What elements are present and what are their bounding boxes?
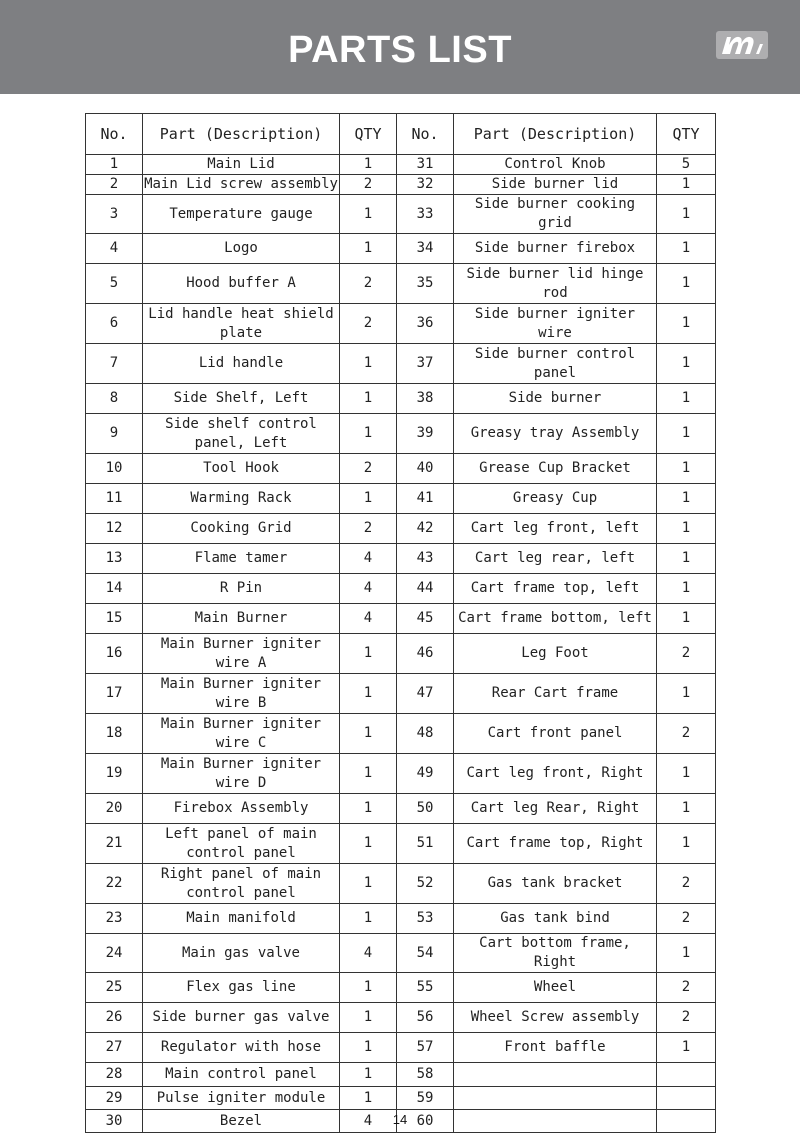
part-description-cell: Main gas valve <box>143 934 340 973</box>
part-qty-cell: 1 <box>340 384 397 414</box>
part-qty-cell: 1 <box>657 195 716 234</box>
part-qty-cell: 1 <box>340 794 397 824</box>
column-header-qty: QTY <box>340 114 397 155</box>
part-qty-cell: 1 <box>340 714 397 754</box>
table-row <box>86 674 716 714</box>
part-number-cell: 49 <box>397 754 454 794</box>
part-description-cell <box>454 1087 657 1110</box>
table-row <box>86 544 716 574</box>
table-row <box>86 794 716 824</box>
table-row <box>86 155 716 175</box>
part-number-cell: 54 <box>397 934 454 973</box>
part-number-cell: 41 <box>397 484 454 514</box>
part-qty-cell: 1 <box>340 414 397 454</box>
part-qty-cell: 4 <box>340 934 397 973</box>
part-qty-cell: 1 <box>657 674 716 714</box>
table-row <box>86 934 716 973</box>
table-row <box>86 514 716 544</box>
part-qty-cell: 2 <box>340 264 397 304</box>
part-description-cell: Leg Foot <box>454 634 657 674</box>
part-description-cell: Main Burner <box>143 604 340 634</box>
table-row <box>86 634 716 674</box>
part-number-cell: 20 <box>86 794 143 824</box>
part-qty-cell: 1 <box>657 484 716 514</box>
table-row <box>86 384 716 414</box>
table-row <box>86 175 716 195</box>
part-qty-cell: 1 <box>340 674 397 714</box>
part-description-cell: Main control panel <box>143 1063 340 1087</box>
part-qty-cell: 1 <box>657 304 716 344</box>
part-number-cell: 39 <box>397 414 454 454</box>
part-description-cell: Cart leg rear, left <box>454 544 657 574</box>
part-qty-cell: 2 <box>657 904 716 934</box>
table-row <box>86 1087 716 1110</box>
part-number-cell: 35 <box>397 264 454 304</box>
column-header-description: Part (Description) <box>454 114 657 155</box>
part-qty-cell: 1 <box>340 904 397 934</box>
part-description-cell: Left panel of main control panel <box>143 824 340 864</box>
part-description-cell: Wheel <box>454 973 657 1003</box>
part-number-cell: 29 <box>86 1087 143 1110</box>
table-row <box>86 344 716 384</box>
part-qty-cell: 1 <box>340 634 397 674</box>
part-description-cell: Gas tank bracket <box>454 864 657 904</box>
part-description-cell: Flex gas line <box>143 973 340 1003</box>
page-number: 14 <box>392 1112 408 1127</box>
part-number-cell: 7 <box>86 344 143 384</box>
table-row <box>86 714 716 754</box>
column-header-no: No. <box>397 114 454 155</box>
part-number-cell: 28 <box>86 1063 143 1087</box>
parts-table <box>85 113 716 1133</box>
part-description-cell: Temperature gauge <box>143 195 340 234</box>
part-description-cell: Main Burner igniter wire C <box>143 714 340 754</box>
part-description-cell: Main Burner igniter wire A <box>143 634 340 674</box>
table-row <box>86 195 716 234</box>
part-description-cell: Side burner gas valve <box>143 1003 340 1033</box>
table-row <box>86 484 716 514</box>
table-row <box>86 604 716 634</box>
part-description-cell: Cooking Grid <box>143 514 340 544</box>
part-qty-cell: 1 <box>657 264 716 304</box>
part-number-cell: 10 <box>86 454 143 484</box>
part-number-cell: 27 <box>86 1033 143 1063</box>
part-number-cell: 58 <box>397 1063 454 1087</box>
part-number-cell: 1 <box>86 155 143 175</box>
part-number-cell: 23 <box>86 904 143 934</box>
part-description-cell: Gas tank bind <box>454 904 657 934</box>
part-qty-cell: 2 <box>340 304 397 344</box>
part-number-cell: 59 <box>397 1087 454 1110</box>
part-description-cell: Pulse igniter module <box>143 1087 340 1110</box>
part-qty-cell: 1 <box>657 175 716 195</box>
part-qty-cell: 1 <box>340 234 397 264</box>
part-description-cell: Cart front panel <box>454 714 657 754</box>
part-description-cell: Side burner lid hinge rod <box>454 264 657 304</box>
part-number-cell: 2 <box>86 175 143 195</box>
part-qty-cell: 1 <box>657 794 716 824</box>
part-description-cell: Side shelf control panel, Left <box>143 414 340 454</box>
part-number-cell: 53 <box>397 904 454 934</box>
part-number-cell: 21 <box>86 824 143 864</box>
part-description-cell: Cart bottom frame, Right <box>454 934 657 973</box>
part-description-cell: Main Burner igniter wire D <box>143 754 340 794</box>
part-qty-cell: 5 <box>657 155 716 175</box>
part-qty-cell: 1 <box>657 454 716 484</box>
part-number-cell: 31 <box>397 155 454 175</box>
part-number-cell: 14 <box>86 574 143 604</box>
part-qty-cell: 1 <box>657 1033 716 1063</box>
table-row <box>86 1063 716 1087</box>
part-description-cell: Regulator with hose <box>143 1033 340 1063</box>
part-description-cell: Greasy tray Assembly <box>454 414 657 454</box>
part-description-cell: Hood buffer A <box>143 264 340 304</box>
part-qty-cell: 1 <box>340 754 397 794</box>
part-qty-cell: 1 <box>657 384 716 414</box>
part-qty-cell: 1 <box>340 1003 397 1033</box>
part-number-cell: 43 <box>397 544 454 574</box>
part-number-cell: 15 <box>86 604 143 634</box>
part-number-cell: 19 <box>86 754 143 794</box>
part-description-cell: Right panel of main control panel <box>143 864 340 904</box>
part-qty-cell <box>657 1087 716 1110</box>
part-description-cell: Side burner control panel <box>454 344 657 384</box>
part-description-cell: R Pin <box>143 574 340 604</box>
part-description-cell: Side burner lid <box>454 175 657 195</box>
part-number-cell: 17 <box>86 674 143 714</box>
part-qty-cell: 1 <box>657 754 716 794</box>
part-description-cell: Rear Cart frame <box>454 674 657 714</box>
part-number-cell: 4 <box>86 234 143 264</box>
part-number-cell: 38 <box>397 384 454 414</box>
brand-logo-icon <box>716 31 768 59</box>
part-qty-cell: 1 <box>340 344 397 384</box>
part-qty-cell: 2 <box>340 454 397 484</box>
table-row <box>86 973 716 1003</box>
part-number-cell: 9 <box>86 414 143 454</box>
part-qty-cell: 1 <box>657 514 716 544</box>
part-number-cell: 44 <box>397 574 454 604</box>
table-row <box>86 1003 716 1033</box>
part-description-cell: Cart leg front, left <box>454 514 657 544</box>
part-number-cell: 48 <box>397 714 454 754</box>
part-number-cell: 42 <box>397 514 454 544</box>
part-number-cell: 5 <box>86 264 143 304</box>
part-number-cell: 22 <box>86 864 143 904</box>
part-qty-cell: 1 <box>340 1087 397 1110</box>
part-qty-cell: 1 <box>340 864 397 904</box>
part-number-cell: 6 <box>86 304 143 344</box>
table-row <box>86 864 716 904</box>
part-number-cell: 26 <box>86 1003 143 1033</box>
table-row <box>86 454 716 484</box>
part-qty-cell: 1 <box>657 544 716 574</box>
table-row <box>86 264 716 304</box>
part-qty-cell: 1 <box>340 824 397 864</box>
page-title: PARTS LIST <box>288 29 512 71</box>
part-description-cell: Cart leg front, Right <box>454 754 657 794</box>
part-description-cell: Side burner firebox <box>454 234 657 264</box>
part-number-cell: 47 <box>397 674 454 714</box>
part-description-cell: Cart frame top, left <box>454 574 657 604</box>
part-number-cell: 60 <box>397 1110 454 1133</box>
part-description-cell: Side burner igniter wire <box>454 304 657 344</box>
part-number-cell: 51 <box>397 824 454 864</box>
part-qty-cell: 1 <box>657 414 716 454</box>
part-description-cell <box>454 1063 657 1087</box>
part-qty-cell: 4 <box>340 604 397 634</box>
column-header-no: No. <box>86 114 143 155</box>
part-qty-cell: 1 <box>657 934 716 973</box>
part-description-cell: Tool Hook <box>143 454 340 484</box>
table-row <box>86 414 716 454</box>
part-qty-cell: 1 <box>340 195 397 234</box>
part-description-cell: Firebox Assembly <box>143 794 340 824</box>
part-qty-cell: 4 <box>340 574 397 604</box>
part-description-cell: Logo <box>143 234 340 264</box>
part-qty-cell <box>657 1063 716 1087</box>
part-number-cell: 45 <box>397 604 454 634</box>
part-qty-cell: 1 <box>340 973 397 1003</box>
part-qty-cell: 1 <box>340 1033 397 1063</box>
part-number-cell: 55 <box>397 973 454 1003</box>
part-description-cell: Main manifold <box>143 904 340 934</box>
part-number-cell: 33 <box>397 195 454 234</box>
part-number-cell: 34 <box>397 234 454 264</box>
part-number-cell: 46 <box>397 634 454 674</box>
table-row <box>86 904 716 934</box>
part-number-cell: 11 <box>86 484 143 514</box>
part-number-cell: 3 <box>86 195 143 234</box>
part-description-cell: Main Lid <box>143 155 340 175</box>
part-description-cell: Side burner <box>454 384 657 414</box>
table-row <box>86 1033 716 1063</box>
part-number-cell: 50 <box>397 794 454 824</box>
part-number-cell: 18 <box>86 714 143 754</box>
column-header-description: Part (Description) <box>143 114 340 155</box>
part-qty-cell: 2 <box>657 973 716 1003</box>
part-description-cell: Grease Cup Bracket <box>454 454 657 484</box>
part-qty-cell: 2 <box>340 514 397 544</box>
part-number-cell: 24 <box>86 934 143 973</box>
part-description-cell: Control Knob <box>454 155 657 175</box>
part-description-cell: Wheel Screw assembly <box>454 1003 657 1033</box>
column-header-qty: QTY <box>657 114 716 155</box>
part-description-cell: Main Burner igniter wire B <box>143 674 340 714</box>
part-number-cell: 52 <box>397 864 454 904</box>
part-description-cell: Side Shelf, Left <box>143 384 340 414</box>
part-qty-cell: 1 <box>340 155 397 175</box>
part-number-cell: 56 <box>397 1003 454 1033</box>
table-row <box>86 234 716 264</box>
part-qty-cell: 1 <box>657 574 716 604</box>
part-qty-cell: 4 <box>340 544 397 574</box>
part-number-cell: 16 <box>86 634 143 674</box>
table-row <box>86 754 716 794</box>
part-qty-cell: 1 <box>657 824 716 864</box>
part-description-cell: Cart leg Rear, Right <box>454 794 657 824</box>
part-qty-cell: 1 <box>657 234 716 264</box>
table-row <box>86 574 716 604</box>
part-number-cell: 13 <box>86 544 143 574</box>
part-qty-cell: 2 <box>340 175 397 195</box>
part-description-cell: Flame tamer <box>143 544 340 574</box>
table-header-row <box>86 114 716 155</box>
part-description-cell: Greasy Cup <box>454 484 657 514</box>
part-number-cell: 12 <box>86 514 143 544</box>
part-description-cell: Main Lid screw assembly <box>143 175 340 195</box>
part-description-cell: Lid handle <box>143 344 340 384</box>
part-number-cell: 36 <box>397 304 454 344</box>
part-number-cell: 25 <box>86 973 143 1003</box>
part-qty-cell: 2 <box>657 864 716 904</box>
part-number-cell: 37 <box>397 344 454 384</box>
part-qty-cell: 1 <box>340 1063 397 1087</box>
part-qty-cell: 4 <box>340 1110 397 1133</box>
part-number-cell: 8 <box>86 384 143 414</box>
part-description-cell: Cart frame bottom, left <box>454 604 657 634</box>
part-description-cell: Bezel <box>143 1110 340 1133</box>
part-description-cell: Warming Rack <box>143 484 340 514</box>
part-qty-cell: 1 <box>657 344 716 384</box>
table-row <box>86 304 716 344</box>
part-description-cell: Side burner cooking grid <box>454 195 657 234</box>
part-description-cell: Cart frame top, Right <box>454 824 657 864</box>
part-number-cell: 40 <box>397 454 454 484</box>
part-description-cell: Front baffle <box>454 1033 657 1063</box>
part-qty-cell: 2 <box>657 634 716 674</box>
header-banner <box>0 0 800 94</box>
part-qty-cell: 2 <box>657 714 716 754</box>
table-row <box>86 824 716 864</box>
part-qty-cell: 1 <box>340 484 397 514</box>
part-description-cell: Lid handle heat shield plate <box>143 304 340 344</box>
part-number-cell: 32 <box>397 175 454 195</box>
part-qty-cell: 1 <box>657 604 716 634</box>
part-qty-cell: 2 <box>657 1003 716 1033</box>
part-number-cell: 30 <box>86 1110 143 1133</box>
part-number-cell: 57 <box>397 1033 454 1063</box>
